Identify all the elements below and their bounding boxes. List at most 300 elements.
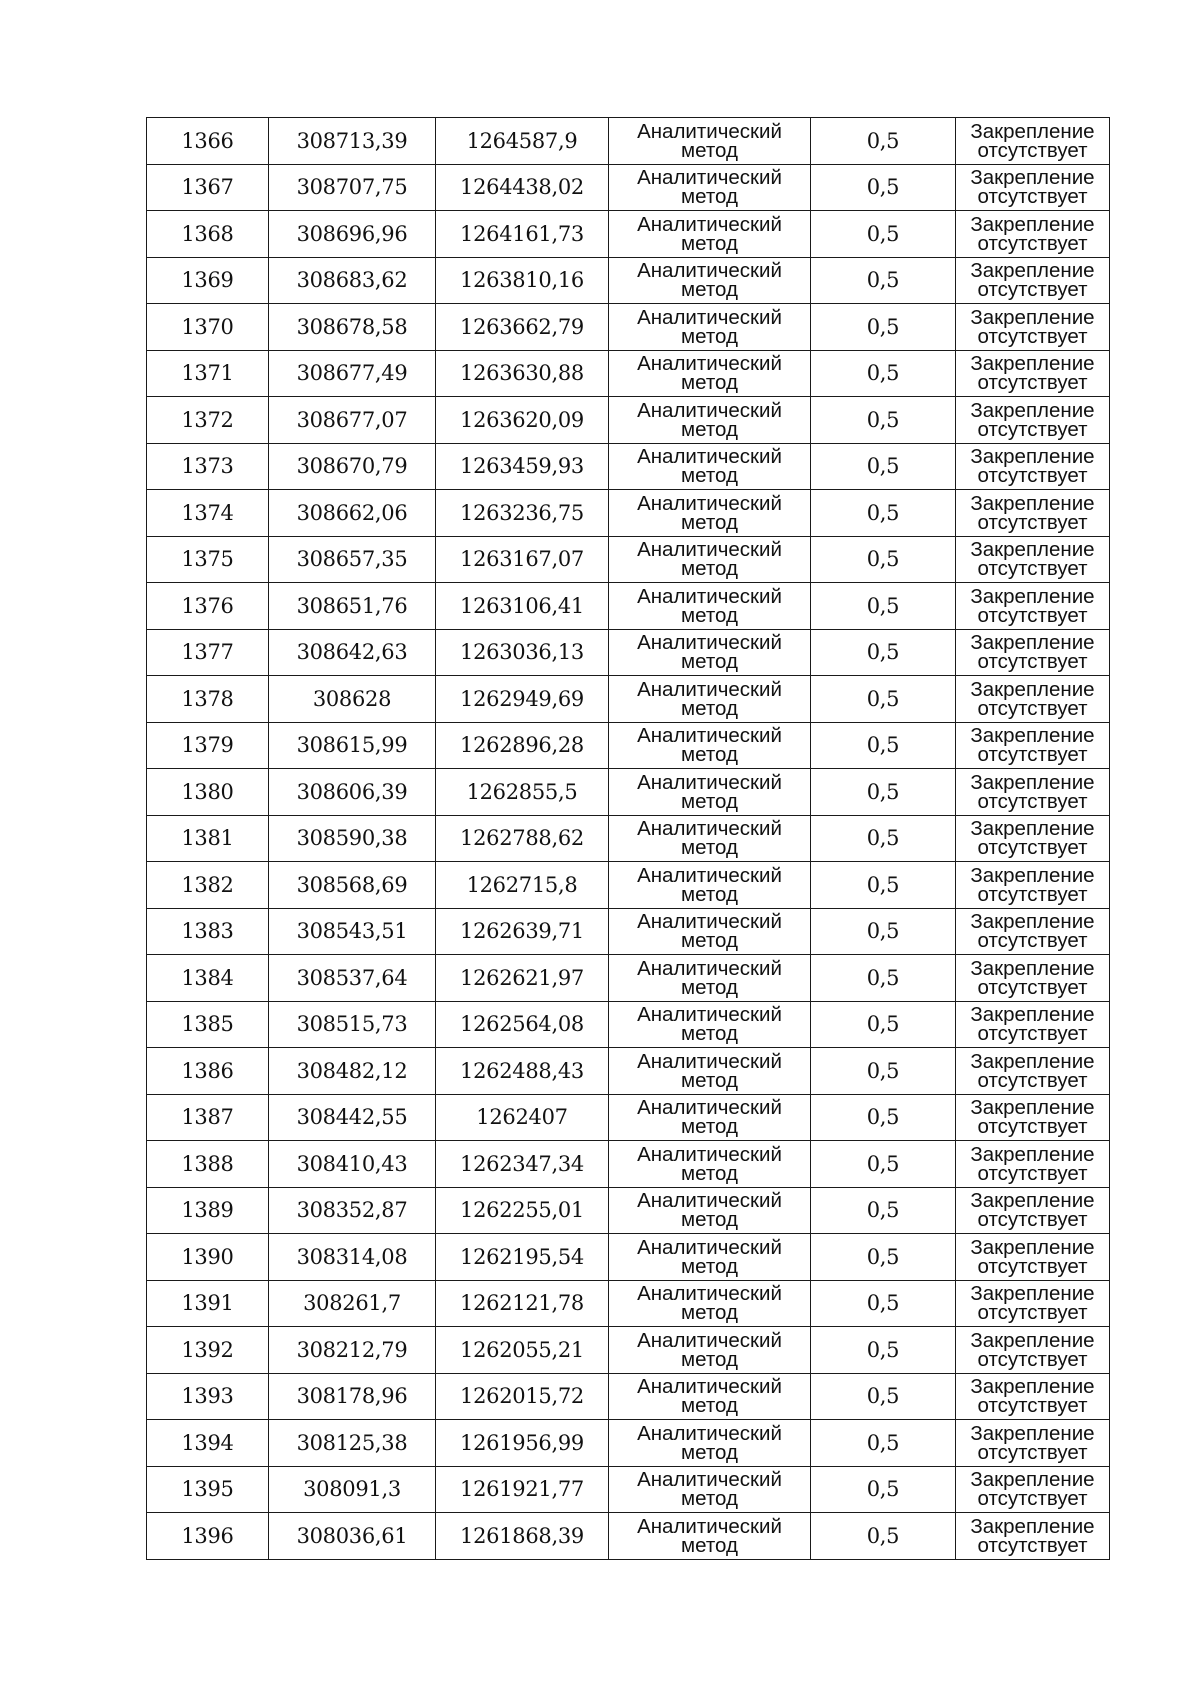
fixation-text: Закрепление (970, 817, 1095, 841)
fixation-cell (956, 722, 1110, 769)
fixation-cell (956, 862, 1110, 909)
method-text: Аналитический (637, 1049, 782, 1073)
method-text: метод (681, 882, 738, 906)
table-row (147, 257, 1110, 304)
fixation-text: отсутствует (977, 1394, 1088, 1418)
fixation-text: Закрепление (970, 166, 1095, 190)
error-cell: 0,5 (811, 443, 956, 490)
fixation-cell (956, 397, 1110, 444)
point-number-cell: 1371 (147, 350, 269, 397)
method-text: Аналитический (637, 1282, 782, 1306)
fixation-cell (956, 1513, 1110, 1560)
x-coordinate-cell: 308657,35 (269, 536, 436, 583)
x-coordinate-cell: 308515,73 (269, 1001, 436, 1048)
table-row (147, 443, 1110, 490)
table-row (147, 722, 1110, 769)
method-text: метод (681, 1208, 738, 1232)
fixation-text: Закрепление (970, 538, 1095, 562)
point-number-cell: 1374 (147, 490, 269, 537)
x-coordinate-cell: 308212,79 (269, 1327, 436, 1374)
x-coordinate-cell: 308651,76 (269, 583, 436, 630)
method-text: метод (681, 789, 738, 813)
method-text: Аналитический (637, 445, 782, 469)
y-coordinate-cell: 1261956,99 (436, 1420, 609, 1467)
method-text: Аналитический (637, 863, 782, 887)
method-text: Аналитический (637, 166, 782, 190)
error-cell: 0,5 (811, 722, 956, 769)
y-coordinate-cell: 1261921,77 (436, 1466, 609, 1513)
table-row (147, 350, 1110, 397)
method-cell (609, 1466, 811, 1513)
fixation-cell (956, 815, 1110, 862)
method-cell (609, 1373, 811, 1420)
method-text: метод (681, 603, 738, 627)
x-coordinate-cell: 308543,51 (269, 908, 436, 955)
table-row (147, 1234, 1110, 1281)
fixation-text: Закрепление (970, 1142, 1095, 1166)
y-coordinate-cell: 1263662,79 (436, 304, 609, 351)
fixation-text: Закрепление (970, 770, 1095, 794)
error-cell: 0,5 (811, 1420, 956, 1467)
method-cell (609, 583, 811, 630)
method-text: метод (681, 371, 738, 395)
y-coordinate-cell: 1262715,8 (436, 862, 609, 909)
fixation-text: отсутствует (977, 185, 1088, 209)
point-number-cell: 1375 (147, 536, 269, 583)
error-cell: 0,5 (811, 350, 956, 397)
table-row (147, 955, 1110, 1002)
method-text: метод (681, 1115, 738, 1139)
x-coordinate-cell: 308696,96 (269, 211, 436, 258)
fixation-text: Закрепление (970, 1049, 1095, 1073)
fixation-text: отсутствует (977, 1347, 1088, 1371)
method-text: метод (681, 464, 738, 488)
point-number-cell: 1396 (147, 1513, 269, 1560)
method-cell (609, 1094, 811, 1141)
method-text: Аналитический (637, 770, 782, 794)
method-text: Аналитический (637, 1189, 782, 1213)
method-text: метод (681, 1487, 738, 1511)
method-cell (609, 1327, 811, 1374)
point-number-cell: 1372 (147, 397, 269, 444)
table-row (147, 1466, 1110, 1513)
method-text: Аналитический (637, 1235, 782, 1259)
table-row (147, 1280, 1110, 1327)
method-cell (609, 815, 811, 862)
fixation-text: Закрепление (970, 491, 1095, 515)
x-coordinate-cell: 308178,96 (269, 1373, 436, 1420)
error-cell: 0,5 (811, 955, 956, 1002)
y-coordinate-cell: 1264438,02 (436, 164, 609, 211)
fixation-cell (956, 164, 1110, 211)
method-text: метод (681, 975, 738, 999)
fixation-cell (956, 769, 1110, 816)
method-text: Аналитический (637, 491, 782, 515)
fixation-cell (956, 955, 1110, 1002)
point-number-cell: 1382 (147, 862, 269, 909)
fixation-text: Закрепление (970, 1514, 1095, 1538)
fixation-cell (956, 490, 1110, 537)
fixation-cell (956, 1094, 1110, 1141)
fixation-text: Закрепление (970, 212, 1095, 236)
x-coordinate-cell: 308628 (269, 676, 436, 723)
fixation-text: отсутствует (977, 1115, 1088, 1139)
y-coordinate-cell: 1262855,5 (436, 769, 609, 816)
fixation-text: отсутствует (977, 417, 1088, 441)
fixation-cell (956, 1420, 1110, 1467)
method-text: Аналитический (637, 1421, 782, 1445)
method-text: Аналитический (637, 724, 782, 748)
table-row (147, 1327, 1110, 1374)
fixation-text: отсутствует (977, 650, 1088, 674)
x-coordinate-cell: 308410,43 (269, 1141, 436, 1188)
fixation-text: Закрепление (970, 584, 1095, 608)
y-coordinate-cell: 1262621,97 (436, 955, 609, 1002)
method-text: Аналитический (637, 398, 782, 422)
error-cell: 0,5 (811, 1234, 956, 1281)
y-coordinate-cell: 1262639,71 (436, 908, 609, 955)
y-coordinate-cell: 1262896,28 (436, 722, 609, 769)
method-text: Аналитический (637, 119, 782, 143)
fixation-cell (956, 443, 1110, 490)
method-cell (609, 164, 811, 211)
x-coordinate-cell: 308677,07 (269, 397, 436, 444)
y-coordinate-cell: 1262255,01 (436, 1187, 609, 1234)
method-cell (609, 1187, 811, 1234)
method-text: метод (681, 1440, 738, 1464)
fixation-cell (956, 118, 1110, 165)
point-number-cell: 1373 (147, 443, 269, 490)
method-text: метод (681, 510, 738, 534)
method-text: Аналитический (637, 352, 782, 376)
method-text: Аналитический (637, 1142, 782, 1166)
point-number-cell: 1391 (147, 1280, 269, 1327)
error-cell: 0,5 (811, 304, 956, 351)
fixation-text: отсутствует (977, 231, 1088, 255)
x-coordinate-cell: 308352,87 (269, 1187, 436, 1234)
method-cell (609, 536, 811, 583)
error-cell: 0,5 (811, 397, 956, 444)
fixation-text: отсутствует (977, 371, 1088, 395)
method-cell (609, 304, 811, 351)
fixation-text: отсутствует (977, 603, 1088, 627)
error-cell: 0,5 (811, 1094, 956, 1141)
method-text: Аналитический (637, 1096, 782, 1120)
x-coordinate-cell: 308261,7 (269, 1280, 436, 1327)
fixation-text: Закрепление (970, 119, 1095, 143)
error-cell: 0,5 (811, 769, 956, 816)
method-text: метод (681, 650, 738, 674)
y-coordinate-cell: 1263459,93 (436, 443, 609, 490)
error-cell: 0,5 (811, 1280, 956, 1327)
fixation-cell (956, 1048, 1110, 1095)
table-row (147, 118, 1110, 165)
error-cell: 0,5 (811, 1048, 956, 1095)
y-coordinate-cell: 1263810,16 (436, 257, 609, 304)
x-coordinate-cell: 308642,63 (269, 629, 436, 676)
method-text: Аналитический (637, 259, 782, 283)
method-text: метод (681, 1068, 738, 1092)
y-coordinate-cell: 1262195,54 (436, 1234, 609, 1281)
x-coordinate-cell: 308707,75 (269, 164, 436, 211)
table-row (147, 908, 1110, 955)
table-row (147, 211, 1110, 258)
method-text: метод (681, 185, 738, 209)
table-row (147, 1513, 1110, 1560)
table-row (147, 862, 1110, 909)
fixation-cell (956, 350, 1110, 397)
y-coordinate-cell: 1262949,69 (436, 676, 609, 723)
method-text: метод (681, 138, 738, 162)
method-text: метод (681, 696, 738, 720)
error-cell: 0,5 (811, 815, 956, 862)
method-text: Аналитический (637, 1468, 782, 1492)
method-cell (609, 722, 811, 769)
error-cell: 0,5 (811, 629, 956, 676)
error-cell: 0,5 (811, 908, 956, 955)
error-cell: 0,5 (811, 490, 956, 537)
point-number-cell: 1368 (147, 211, 269, 258)
error-cell: 0,5 (811, 211, 956, 258)
coordinates-table-body (147, 118, 1110, 1560)
method-cell (609, 211, 811, 258)
fixation-text: отсутствует (977, 882, 1088, 906)
fixation-text: Закрепление (970, 259, 1095, 283)
error-cell: 0,5 (811, 1513, 956, 1560)
fixation-cell (956, 1280, 1110, 1327)
fixation-text: отсутствует (977, 929, 1088, 953)
fixation-text: Закрепление (970, 677, 1095, 701)
fixation-text: отсутствует (977, 1301, 1088, 1325)
y-coordinate-cell: 1262055,21 (436, 1327, 609, 1374)
table-row (147, 629, 1110, 676)
fixation-text: Закрепление (970, 398, 1095, 422)
fixation-text: отсутствует (977, 510, 1088, 534)
point-number-cell: 1384 (147, 955, 269, 1002)
y-coordinate-cell: 1262015,72 (436, 1373, 609, 1420)
fixation-cell (956, 1234, 1110, 1281)
table-row (147, 1048, 1110, 1095)
fixation-text: Закрепление (970, 1328, 1095, 1352)
x-coordinate-cell: 308615,99 (269, 722, 436, 769)
fixation-cell (956, 1001, 1110, 1048)
y-coordinate-cell: 1264587,9 (436, 118, 609, 165)
x-coordinate-cell: 308677,49 (269, 350, 436, 397)
method-text: метод (681, 1301, 738, 1325)
fixation-text: отсутствует (977, 696, 1088, 720)
x-coordinate-cell: 308670,79 (269, 443, 436, 490)
point-number-cell: 1385 (147, 1001, 269, 1048)
method-text: метод (681, 929, 738, 953)
y-coordinate-cell: 1262347,34 (436, 1141, 609, 1188)
method-cell (609, 1420, 811, 1467)
fixation-text: Закрепление (970, 305, 1095, 329)
error-cell: 0,5 (811, 676, 956, 723)
error-cell: 0,5 (811, 536, 956, 583)
fixation-text: Закрепление (970, 1096, 1095, 1120)
table-row (147, 397, 1110, 444)
method-cell (609, 676, 811, 723)
point-number-cell: 1393 (147, 1373, 269, 1420)
fixation-text: отсутствует (977, 1254, 1088, 1278)
y-coordinate-cell: 1263167,07 (436, 536, 609, 583)
method-text: метод (681, 1161, 738, 1185)
error-cell: 0,5 (811, 862, 956, 909)
fixation-text: отсутствует (977, 1533, 1088, 1557)
table-row (147, 304, 1110, 351)
point-number-cell: 1389 (147, 1187, 269, 1234)
method-cell (609, 1048, 811, 1095)
fixation-text: Закрепление (970, 724, 1095, 748)
method-text: метод (681, 417, 738, 441)
fixation-cell (956, 1466, 1110, 1513)
fixation-text: Закрепление (970, 910, 1095, 934)
x-coordinate-cell: 308713,39 (269, 118, 436, 165)
fixation-cell (956, 676, 1110, 723)
y-coordinate-cell: 1263106,41 (436, 583, 609, 630)
method-cell (609, 1141, 811, 1188)
x-coordinate-cell: 308091,3 (269, 1466, 436, 1513)
method-text: метод (681, 1022, 738, 1046)
point-number-cell: 1388 (147, 1141, 269, 1188)
fixation-text: отсутствует (977, 1068, 1088, 1092)
table-row (147, 1141, 1110, 1188)
method-cell (609, 1280, 811, 1327)
fixation-cell (956, 1373, 1110, 1420)
y-coordinate-cell: 1262121,78 (436, 1280, 609, 1327)
point-number-cell: 1390 (147, 1234, 269, 1281)
fixation-text: отсутствует (977, 836, 1088, 860)
table-row (147, 1001, 1110, 1048)
method-cell (609, 397, 811, 444)
table-row (147, 769, 1110, 816)
fixation-text: Закрепление (970, 1468, 1095, 1492)
error-cell: 0,5 (811, 1327, 956, 1374)
fixation-cell (956, 304, 1110, 351)
point-number-cell: 1387 (147, 1094, 269, 1141)
method-text: Аналитический (637, 817, 782, 841)
method-text: Аналитический (637, 631, 782, 655)
y-coordinate-cell: 1262564,08 (436, 1001, 609, 1048)
method-text: Аналитический (637, 538, 782, 562)
error-cell: 0,5 (811, 1466, 956, 1513)
fixation-text: Закрепление (970, 445, 1095, 469)
fixation-cell (956, 583, 1110, 630)
method-cell (609, 908, 811, 955)
fixation-text: отсутствует (977, 1208, 1088, 1232)
method-text: Аналитический (637, 584, 782, 608)
fixation-cell (956, 257, 1110, 304)
y-coordinate-cell: 1262488,43 (436, 1048, 609, 1095)
method-text: метод (681, 1347, 738, 1371)
method-cell (609, 1513, 811, 1560)
point-number-cell: 1394 (147, 1420, 269, 1467)
point-number-cell: 1381 (147, 815, 269, 862)
method-cell (609, 862, 811, 909)
fixation-cell (956, 536, 1110, 583)
point-number-cell: 1379 (147, 722, 269, 769)
method-text: Аналитический (637, 212, 782, 236)
error-cell: 0,5 (811, 1187, 956, 1234)
table-row (147, 676, 1110, 723)
y-coordinate-cell: 1264161,73 (436, 211, 609, 258)
fixation-text: Закрепление (970, 1003, 1095, 1027)
fixation-text: Закрепление (970, 631, 1095, 655)
method-text: Аналитический (637, 1003, 782, 1027)
y-coordinate-cell: 1263620,09 (436, 397, 609, 444)
fixation-text: отсутствует (977, 324, 1088, 348)
method-cell (609, 257, 811, 304)
point-number-cell: 1367 (147, 164, 269, 211)
x-coordinate-cell: 308314,08 (269, 1234, 436, 1281)
method-text: Аналитический (637, 1375, 782, 1399)
method-text: метод (681, 743, 738, 767)
method-text: Аналитический (637, 956, 782, 980)
table-row (147, 815, 1110, 862)
point-number-cell: 1383 (147, 908, 269, 955)
method-text: метод (681, 836, 738, 860)
method-text: метод (681, 1394, 738, 1418)
y-coordinate-cell: 1262407 (436, 1094, 609, 1141)
point-number-cell: 1376 (147, 583, 269, 630)
fixation-text: отсутствует (977, 278, 1088, 302)
table-row (147, 1420, 1110, 1467)
point-number-cell: 1386 (147, 1048, 269, 1095)
x-coordinate-cell: 308036,61 (269, 1513, 436, 1560)
method-text: метод (681, 324, 738, 348)
x-coordinate-cell: 308662,06 (269, 490, 436, 537)
method-text: метод (681, 231, 738, 255)
x-coordinate-cell: 308678,58 (269, 304, 436, 351)
coordinates-table (146, 117, 1110, 1560)
method-cell (609, 350, 811, 397)
fixation-text: отсутствует (977, 743, 1088, 767)
method-cell (609, 769, 811, 816)
method-text: метод (681, 1533, 738, 1557)
method-text: Аналитический (637, 677, 782, 701)
x-coordinate-cell: 308683,62 (269, 257, 436, 304)
fixation-text: Закрепление (970, 1235, 1095, 1259)
fixation-cell (956, 1187, 1110, 1234)
method-text: метод (681, 278, 738, 302)
point-number-cell: 1378 (147, 676, 269, 723)
point-number-cell: 1369 (147, 257, 269, 304)
fixation-cell (956, 908, 1110, 955)
fixation-cell (956, 211, 1110, 258)
fixation-text: Закрепление (970, 863, 1095, 887)
fixation-cell (956, 629, 1110, 676)
table-row (147, 164, 1110, 211)
x-coordinate-cell: 308482,12 (269, 1048, 436, 1095)
y-coordinate-cell: 1263036,13 (436, 629, 609, 676)
x-coordinate-cell: 308606,39 (269, 769, 436, 816)
table-row (147, 583, 1110, 630)
error-cell: 0,5 (811, 257, 956, 304)
fixation-text: Закрепление (970, 352, 1095, 376)
x-coordinate-cell: 308590,38 (269, 815, 436, 862)
point-number-cell: 1370 (147, 304, 269, 351)
error-cell: 0,5 (811, 1001, 956, 1048)
method-text: Аналитический (637, 1514, 782, 1538)
fixation-text: Закрепление (970, 1375, 1095, 1399)
fixation-text: отсутствует (977, 1440, 1088, 1464)
table-row (147, 536, 1110, 583)
x-coordinate-cell: 308537,64 (269, 955, 436, 1002)
fixation-text: Закрепление (970, 1282, 1095, 1306)
method-text: Аналитический (637, 1328, 782, 1352)
table-row (147, 490, 1110, 537)
error-cell: 0,5 (811, 1141, 956, 1188)
